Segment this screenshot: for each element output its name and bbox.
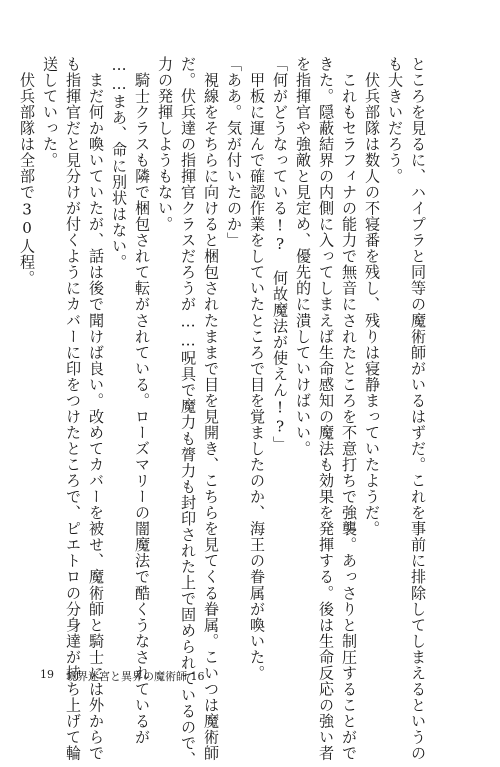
text-line: を指揮官や強敵と見定め、優先的に潰していけばいい。 [294,56,313,457]
text-line: ……まあ、命に別状はない。 [110,56,129,271]
text-line: 力の発揮しようもない。 [156,56,175,233]
text-line: 「何がどうなっている!? 何故魔法が使えん!?」 [271,56,290,453]
page-number: 19 [40,668,54,681]
text-line: きた。隠蔽結界の内側に入ってしまえば生命感知の魔法も効果を発揮する。後は生命反応の強い者 [317,56,336,762]
text-line: 甲板に運んで確認作業をしていたところで目を覚ましたのか、海王の眷属が喚いた。 [248,56,267,682]
book-title: 境界迷宮と異界の魔術師 16 [66,670,205,683]
text-line: 視線をそちらに向けると梱包されたままで目を見開き、こちらを見てくる眷属。こいつは魔術師 [202,56,221,762]
text-line: まだ何か喚いていたが、話は後で聞けば良い。改めてカバーを被せ、魔術師と騎士には外からで [87,56,106,762]
text-line: これもセラフィナの能力で無音にされたところを不意打ちで強襲。あっさりと制圧することがで [340,56,359,762]
text-line: 伏兵部隊は数人の不寝番を残し、残りは寝静まっていたようだ。 [363,56,382,537]
text-line: も大きいだろう。 [386,56,405,185]
text-line: も指揮官だと見分けが付くようにカバーに印をつけたところで、ピエトロの分身達が持ち上げて輪 [64,56,83,762]
text-line: 送していった。 [41,56,60,169]
text-line: だ。伏兵達の指揮官クラスだろうが……呪具で魔力も膂力も封印された上で固められているので、 [179,56,198,767]
text-line: 騎士クラスも隣で梱包されて転がされている。ローズマリーの闇魔法で酷くうなされているが [133,56,152,746]
text-line: 伏兵部隊は全部で30人程。 [18,56,37,287]
page-footer [40,668,205,684]
text-line: 「ああ。気が付いたのか」 [225,56,244,249]
text-line: ところを見るに、ハイプラと同等の魔術師がいるはずだ。これを事前に排除してしまえるというの [409,56,428,762]
